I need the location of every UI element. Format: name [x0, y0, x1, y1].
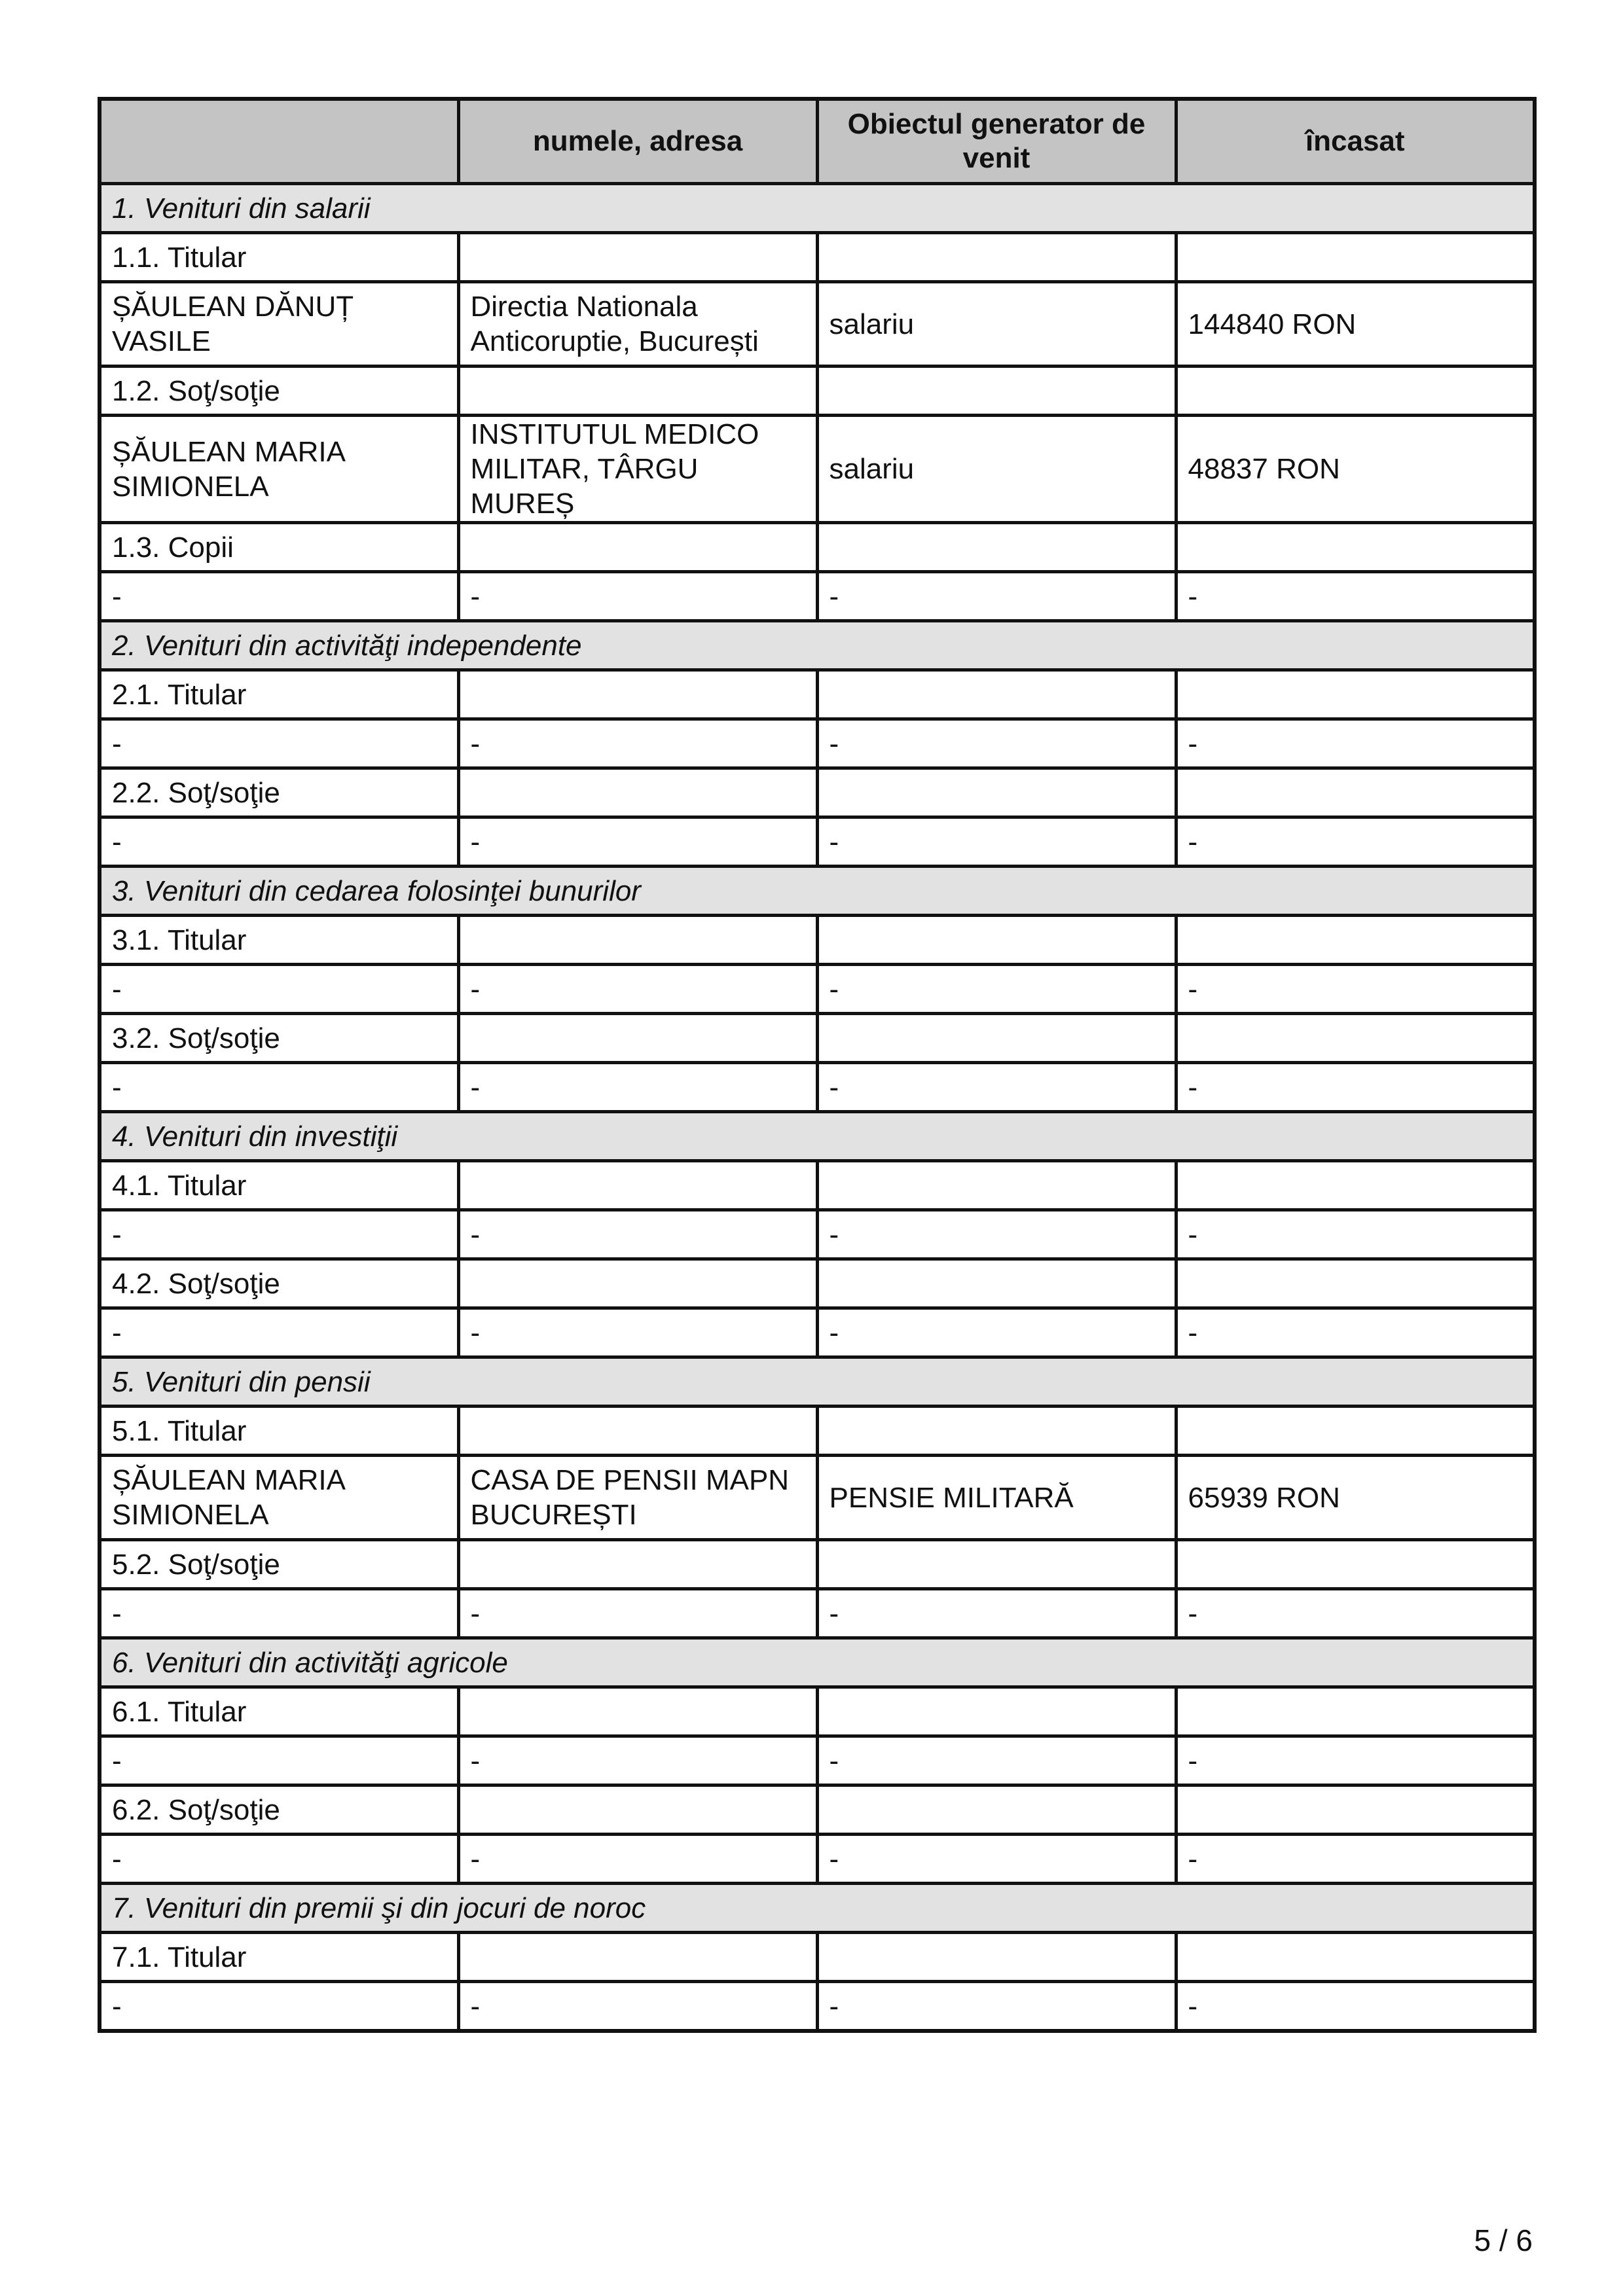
cell-income-source: [817, 1785, 1176, 1835]
cell-name-address: [458, 1785, 817, 1835]
cell-category: -: [100, 817, 458, 867]
cell-name-address: [458, 233, 817, 282]
header-row: [100, 99, 1535, 184]
cell-collected: [1176, 233, 1535, 282]
section-row: [100, 1638, 1535, 1687]
table-row: [100, 1933, 1535, 1982]
cell-category: 1.3. Copii: [100, 523, 458, 572]
cell-name-address: [458, 1933, 817, 1982]
cell-collected: -: [1176, 1835, 1535, 1884]
cell-income-source: -: [817, 1210, 1176, 1259]
cell-category: -: [100, 1835, 458, 1884]
cell-collected: -: [1176, 1210, 1535, 1259]
table-row: [100, 1687, 1535, 1736]
section-heading: 6. Venituri din activităţi agricole: [100, 1638, 1535, 1687]
cell-income-source: -: [817, 965, 1176, 1014]
cell-category: -: [100, 1982, 458, 2032]
table-row: [100, 367, 1535, 416]
cell-name-address: -: [458, 1736, 817, 1785]
cell-income-source: -: [817, 817, 1176, 867]
table-row: [100, 1063, 1535, 1112]
cell-collected: [1176, 1259, 1535, 1308]
cell-category: ȘĂULEAN MARIA SIMIONELA: [100, 1456, 458, 1540]
cell-collected: -: [1176, 1308, 1535, 1357]
cell-category: -: [100, 965, 458, 1014]
cell-collected: [1176, 1161, 1535, 1210]
cell-income-source: [817, 1161, 1176, 1210]
table-row: [100, 1456, 1535, 1540]
section-heading: 2. Venituri din activităţi independente: [100, 621, 1535, 670]
cell-category: -: [100, 572, 458, 621]
table-row: [100, 1014, 1535, 1063]
cell-name-address: [458, 1687, 817, 1736]
table-row: [100, 1785, 1535, 1835]
section-row: [100, 1357, 1535, 1407]
cell-category: 5.1. Titular: [100, 1407, 458, 1456]
table-row: [100, 282, 1535, 367]
cell-category: -: [100, 1210, 458, 1259]
cell-category: -: [100, 1589, 458, 1638]
section-row: [100, 1112, 1535, 1161]
table-row: [100, 817, 1535, 867]
cell-income-source: [817, 1259, 1176, 1308]
cell-category: 1.2. Soţ/soţie: [100, 367, 458, 416]
cell-category: 3.2. Soţ/soţie: [100, 1014, 458, 1063]
cell-name-address: -: [458, 1589, 817, 1638]
cell-income-source: [817, 670, 1176, 719]
cell-category: 4.2. Soţ/soţie: [100, 1259, 458, 1308]
cell-income-source: [817, 367, 1176, 416]
cell-name-address: [458, 367, 817, 416]
table-row: [100, 233, 1535, 282]
cell-name-address: [458, 1259, 817, 1308]
table-row: [100, 1540, 1535, 1589]
cell-name-address: [458, 670, 817, 719]
cell-collected: [1176, 1540, 1535, 1589]
table-row: [100, 1308, 1535, 1357]
cell-collected: [1176, 1933, 1535, 1982]
cell-category: 4.1. Titular: [100, 1161, 458, 1210]
cell-income-source: -: [817, 1982, 1176, 2032]
cell-collected: 144840 RON: [1176, 282, 1535, 367]
cell-name-address: [458, 768, 817, 817]
table-row: [100, 416, 1535, 523]
cell-income-source: -: [817, 1589, 1176, 1638]
cell-collected: -: [1176, 1589, 1535, 1638]
cell-income-source: salariu: [817, 282, 1176, 367]
cell-category: 5.2. Soţ/soţie: [100, 1540, 458, 1589]
cell-income-source: [817, 233, 1176, 282]
page-number: 5 / 6: [1474, 2223, 1533, 2257]
cell-collected: [1176, 670, 1535, 719]
cell-collected: [1176, 1407, 1535, 1456]
cell-collected: [1176, 523, 1535, 572]
cell-income-source: [817, 1687, 1176, 1736]
cell-name-address: [458, 1540, 817, 1589]
section-row: [100, 621, 1535, 670]
header-cell-category: [100, 99, 458, 184]
cell-collected: -: [1176, 1736, 1535, 1785]
table-row: [100, 1835, 1535, 1884]
table-row: [100, 719, 1535, 768]
table-row: [100, 572, 1535, 621]
income-table: [98, 97, 1537, 2033]
cell-income-source: [817, 1407, 1176, 1456]
section-heading: 4. Venituri din investiţii: [100, 1112, 1535, 1161]
cell-collected: -: [1176, 817, 1535, 867]
section-heading: 5. Venituri din pensii: [100, 1357, 1535, 1407]
header-cell-income-source: Obiectul generator de venit: [817, 99, 1176, 184]
section-heading: 1. Venituri din salarii: [100, 184, 1535, 233]
cell-category: 3.1. Titular: [100, 916, 458, 965]
income-table-header: [100, 99, 1535, 184]
cell-category: -: [100, 1308, 458, 1357]
cell-name-address: Directia Nationala Anticoruptie, București: [458, 282, 817, 367]
cell-income-source: -: [817, 719, 1176, 768]
cell-name-address: [458, 1014, 817, 1063]
cell-collected: [1176, 1785, 1535, 1835]
cell-income-source: -: [817, 1308, 1176, 1357]
cell-collected: -: [1176, 965, 1535, 1014]
table-row: [100, 1736, 1535, 1785]
cell-category: 7.1. Titular: [100, 1933, 458, 1982]
cell-category: ȘĂULEAN MARIA SIMIONELA: [100, 416, 458, 523]
cell-name-address: -: [458, 965, 817, 1014]
table-row: [100, 1407, 1535, 1456]
cell-name-address: -: [458, 1835, 817, 1884]
cell-name-address: [458, 523, 817, 572]
cell-name-address: [458, 1161, 817, 1210]
cell-name-address: -: [458, 817, 817, 867]
cell-name-address: [458, 1407, 817, 1456]
section-heading: 3. Venituri din cedarea folosinţei bunurilor: [100, 867, 1535, 916]
cell-category: 6.2. Soţ/soţie: [100, 1785, 458, 1835]
cell-name-address: -: [458, 572, 817, 621]
cell-collected: [1176, 768, 1535, 817]
cell-name-address: -: [458, 1210, 817, 1259]
cell-category: 6.1. Titular: [100, 1687, 458, 1736]
cell-income-source: [817, 1014, 1176, 1063]
header-cell-collected: încasat: [1176, 99, 1535, 184]
table-row: [100, 523, 1535, 572]
table-row: [100, 768, 1535, 817]
cell-collected: [1176, 1014, 1535, 1063]
table-row: [100, 1589, 1535, 1638]
table-row: [100, 670, 1535, 719]
cell-category: -: [100, 719, 458, 768]
table-row: [100, 1982, 1535, 2032]
section-heading: 7. Venituri din premii şi din jocuri de noroc: [100, 1884, 1535, 1933]
table-row: [100, 1259, 1535, 1308]
cell-collected: [1176, 916, 1535, 965]
cell-collected: 48837 RON: [1176, 416, 1535, 523]
cell-name-address: -: [458, 719, 817, 768]
cell-name-address: CASA DE PENSII MAPN BUCUREȘTI: [458, 1456, 817, 1540]
cell-category: -: [100, 1063, 458, 1112]
table-row: [100, 965, 1535, 1014]
cell-income-source: -: [817, 1063, 1176, 1112]
table-row: [100, 1161, 1535, 1210]
cell-collected: [1176, 367, 1535, 416]
cell-collected: -: [1176, 1982, 1535, 2032]
cell-income-source: PENSIE MILITARĂ: [817, 1456, 1176, 1540]
cell-category: 1.1. Titular: [100, 233, 458, 282]
cell-collected: -: [1176, 1063, 1535, 1112]
income-table-body: [100, 184, 1535, 2032]
cell-name-address: -: [458, 1308, 817, 1357]
cell-category: -: [100, 1736, 458, 1785]
cell-collected: -: [1176, 719, 1535, 768]
section-row: [100, 867, 1535, 916]
cell-income-source: [817, 768, 1176, 817]
cell-income-source: [817, 916, 1176, 965]
cell-income-source: -: [817, 1835, 1176, 1884]
section-row: [100, 1884, 1535, 1933]
cell-collected: [1176, 1687, 1535, 1736]
cell-income-source: [817, 1540, 1176, 1589]
cell-name-address: -: [458, 1982, 817, 2032]
cell-collected: -: [1176, 572, 1535, 621]
table-row: [100, 916, 1535, 965]
cell-category: 2.1. Titular: [100, 670, 458, 719]
cell-name-address: -: [458, 1063, 817, 1112]
section-row: [100, 184, 1535, 233]
cell-income-source: [817, 1933, 1176, 1982]
cell-income-source: salariu: [817, 416, 1176, 523]
cell-category: ȘĂULEAN DĂNUȚ VASILE: [100, 282, 458, 367]
cell-collected: 65939 RON: [1176, 1456, 1535, 1540]
header-cell-name-address: numele, adresa: [458, 99, 817, 184]
cell-income-source: -: [817, 572, 1176, 621]
cell-name-address: [458, 916, 817, 965]
cell-category: 2.2. Soţ/soţie: [100, 768, 458, 817]
cell-name-address: INSTITUTUL MEDICO MILITAR, TÂRGU MUREȘ: [458, 416, 817, 523]
cell-income-source: -: [817, 1736, 1176, 1785]
cell-income-source: [817, 523, 1176, 572]
table-row: [100, 1210, 1535, 1259]
